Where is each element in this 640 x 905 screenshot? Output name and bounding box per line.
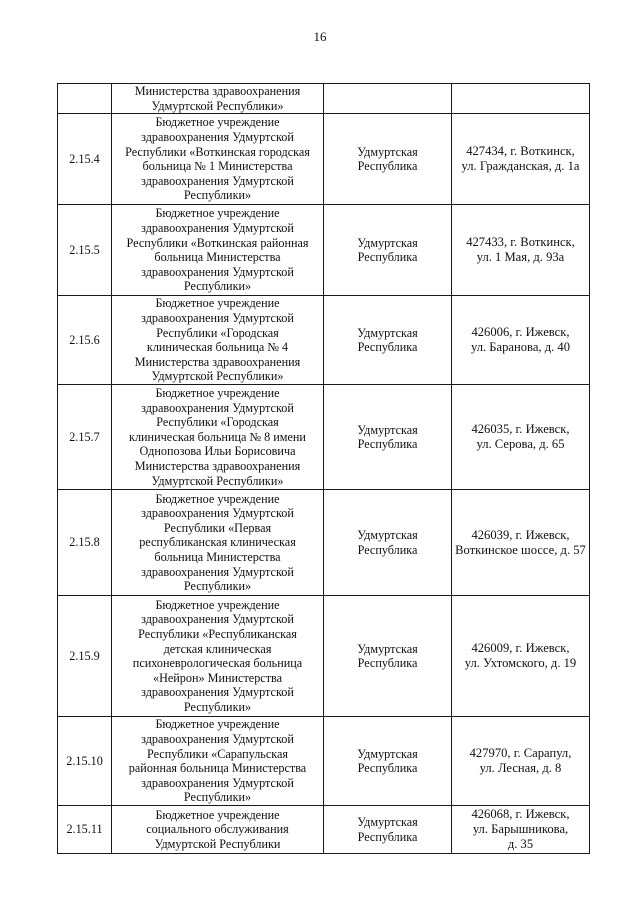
institution-name: Бюджетное учреждение здравоохранения Удмуртской Республики «Воткинская городская больница № 1 Министерства здравоохранения Удмуртской Республики»	[112, 114, 324, 205]
address: 427970, г. Сарапул, ул. Лесная, д. 8	[452, 717, 590, 806]
region: Удмуртская Республика	[324, 385, 452, 490]
region: Удмуртская Республика	[324, 490, 452, 596]
row-number: 2.15.7	[58, 385, 112, 490]
institution-name: Бюджетное учреждение социального обслуживания Удмуртской Республики	[112, 806, 324, 854]
region: Удмуртская Республика	[324, 717, 452, 806]
region: Удмуртская Республика	[324, 806, 452, 854]
row-number: 2.15.6	[58, 296, 112, 385]
region	[324, 84, 452, 114]
region: Удмуртская Республика	[324, 296, 452, 385]
address	[452, 84, 590, 114]
region: Удмуртская Республика	[324, 114, 452, 205]
region: Удмуртская Республика	[324, 205, 452, 296]
region: Удмуртская Республика	[324, 596, 452, 717]
address: 426035, г. Ижевск, ул. Серова, д. 65	[452, 385, 590, 490]
address: 426009, г. Ижевск, ул. Ухтомского, д. 19	[452, 596, 590, 717]
table-row	[58, 806, 590, 854]
institution-name: Министерства здравоохранения Удмуртской Республики»	[112, 84, 324, 114]
table-row	[58, 84, 590, 114]
row-number: 2.15.10	[58, 717, 112, 806]
institution-name: Бюджетное учреждение здравоохранения Удмуртской Республики «Городская клиническая больница № 4 Министерства здравоохранения Удмуртской Республики»	[112, 296, 324, 385]
row-number: 2.15.11	[58, 806, 112, 854]
institution-name: Бюджетное учреждение здравоохранения Удмуртской Республики «Сарапульская районная больница Министерства здравоохранения Удмуртской Республики»	[112, 717, 324, 806]
table-row	[58, 296, 590, 385]
address: 426006, г. Ижевск, ул. Баранова, д. 40	[452, 296, 590, 385]
institutions-table	[57, 83, 590, 854]
row-number: 2.15.8	[58, 490, 112, 596]
row-number: 2.15.5	[58, 205, 112, 296]
address: 426039, г. Ижевск, Воткинское шоссе, д. 57	[452, 490, 590, 596]
table-row	[58, 596, 590, 717]
address: 427434, г. Воткинск, ул. Гражданская, д. 1а	[452, 114, 590, 205]
address: 427433, г. Воткинск, ул. 1 Мая, д. 93а	[452, 205, 590, 296]
row-number: 2.15.9	[58, 596, 112, 717]
table-row	[58, 385, 590, 490]
institution-name: Бюджетное учреждение здравоохранения Удмуртской Республики «Воткинская районная больница Министерства здравоохранения Удмуртской Республики»	[112, 205, 324, 296]
page-number: 16	[313, 29, 327, 44]
table-row	[58, 205, 590, 296]
institution-name: Бюджетное учреждение здравоохранения Удмуртской Республики «Первая республиканская клиническая больница Министерства здравоохранения Удмуртской Республики»	[112, 490, 324, 596]
row-number: 2.15.4	[58, 114, 112, 205]
institution-name: Бюджетное учреждение здравоохранения Удмуртской Республики «Городская клиническая больница № 8 имени Однопозова Ильи Борисовича Министерства здравоохранения Удмуртской Республики»	[112, 385, 324, 490]
institution-name: Бюджетное учреждение здравоохранения Удмуртской Республики «Республиканская детская клиническая психоневрологическая больница «Нейрон» Министерства здравоохранения Удмуртской Республики»	[112, 596, 324, 717]
row-number	[58, 84, 112, 114]
table-row	[58, 717, 590, 806]
address: 426068, г. Ижевск, ул. Барышникова, д. 35	[452, 806, 590, 854]
table-row	[58, 114, 590, 205]
table-row	[58, 490, 590, 596]
